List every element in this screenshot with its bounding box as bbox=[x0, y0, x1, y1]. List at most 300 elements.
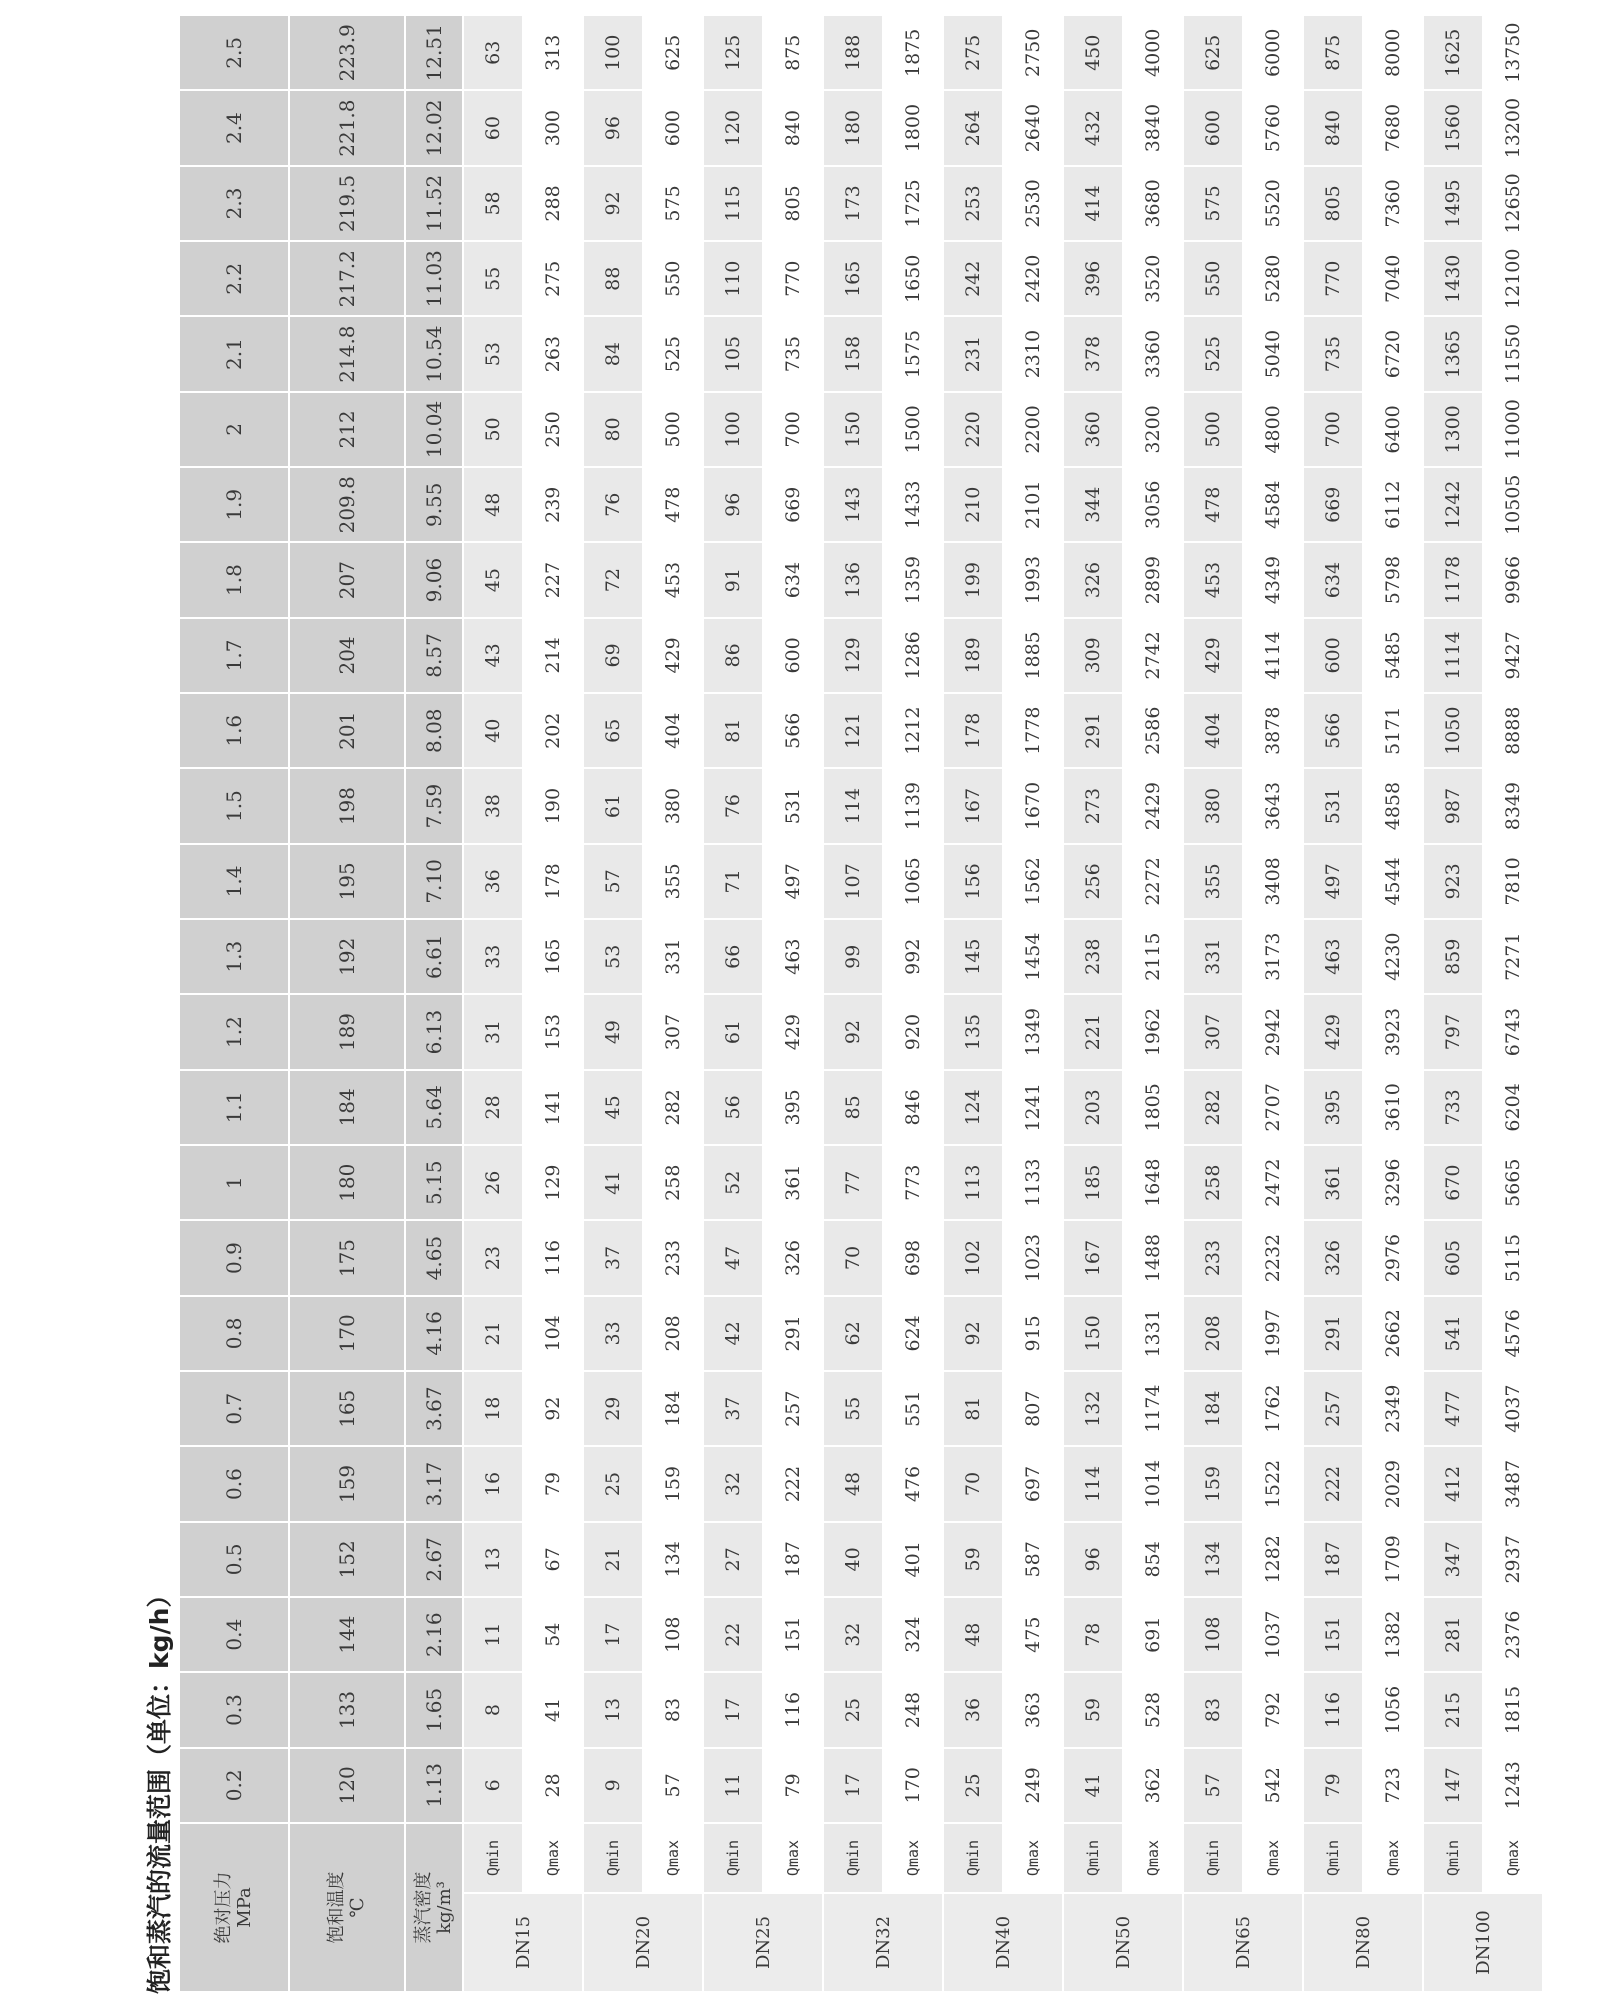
qmax-value: 153 bbox=[523, 994, 583, 1069]
qmax-label: Qmax bbox=[643, 1823, 703, 1893]
qmax-value: 525 bbox=[643, 316, 703, 391]
density-value: 1.65 bbox=[405, 1672, 463, 1747]
qmin-value: 1560 bbox=[1423, 90, 1483, 165]
qmin-value: 143 bbox=[823, 467, 883, 542]
qmax-value: 3360 bbox=[1123, 316, 1183, 391]
qmin-value: 125 bbox=[703, 15, 763, 90]
pipe-size-label: DN80 bbox=[1303, 1893, 1423, 1992]
qmin-value: 281 bbox=[1423, 1597, 1483, 1672]
qmin-label: Qmin bbox=[1183, 1823, 1243, 1893]
qmin-value: 360 bbox=[1063, 392, 1123, 467]
qmax-value: 7360 bbox=[1363, 166, 1423, 241]
qmin-value: 173 bbox=[823, 166, 883, 241]
qmin-value: 185 bbox=[1063, 1145, 1123, 1220]
qmin-value: 66 bbox=[703, 919, 763, 994]
density-value: 7.59 bbox=[405, 768, 463, 843]
qmin-value: 275 bbox=[943, 15, 1003, 90]
qmin-value: 13 bbox=[463, 1522, 523, 1597]
qmax-value: 79 bbox=[523, 1446, 583, 1521]
qmax-value: 1139 bbox=[883, 768, 943, 843]
qmin-value: 135 bbox=[943, 994, 1003, 1069]
qmax-value: 1212 bbox=[883, 693, 943, 768]
qmax-value: 11550 bbox=[1483, 316, 1543, 391]
pressure-value: 1.9 bbox=[179, 467, 289, 542]
pressure-value: 2.2 bbox=[179, 241, 289, 316]
qmin-value: 86 bbox=[703, 618, 763, 693]
qmin-value: 59 bbox=[1063, 1672, 1123, 1747]
qmax-value: 6400 bbox=[1363, 392, 1423, 467]
qmax-value: 698 bbox=[883, 1220, 943, 1295]
qmax-value: 257 bbox=[763, 1371, 823, 1446]
qmin-value: 71 bbox=[703, 844, 763, 919]
qmax-value: 28 bbox=[523, 1748, 583, 1823]
qmin-value: 62 bbox=[823, 1296, 883, 1371]
qmin-value: 100 bbox=[703, 392, 763, 467]
qmax-value: 1500 bbox=[883, 392, 943, 467]
qmin-value: 53 bbox=[583, 919, 643, 994]
qmin-value: 361 bbox=[1303, 1145, 1363, 1220]
qmin-value: 110 bbox=[703, 241, 763, 316]
qmin-value: 50 bbox=[463, 392, 523, 467]
qmax-value: 2472 bbox=[1243, 1145, 1303, 1220]
pressure-value: 0.2 bbox=[179, 1748, 289, 1823]
qmin-value: 105 bbox=[703, 316, 763, 391]
qmax-value: 54 bbox=[523, 1597, 583, 1672]
pressure-value: 0.9 bbox=[179, 1220, 289, 1295]
qmin-value: 17 bbox=[823, 1748, 883, 1823]
qmax-value: 1997 bbox=[1243, 1296, 1303, 1371]
pressure-value: 2.1 bbox=[179, 316, 289, 391]
pressure-header bbox=[179, 1823, 289, 1992]
temperature-value: 120 bbox=[289, 1748, 405, 1823]
qmin-value: 57 bbox=[1183, 1748, 1243, 1823]
qmin-value: 497 bbox=[1303, 844, 1363, 919]
density-value: 1.13 bbox=[405, 1748, 463, 1823]
qmin-value: 264 bbox=[943, 90, 1003, 165]
qmax-value: 1014 bbox=[1123, 1446, 1183, 1521]
qmin-value: 282 bbox=[1183, 1070, 1243, 1145]
qmax-value: 3056 bbox=[1123, 467, 1183, 542]
qmin-value: 45 bbox=[583, 1070, 643, 1145]
qmax-value: 625 bbox=[643, 15, 703, 90]
qmin-value: 670 bbox=[1423, 1145, 1483, 1220]
qmax-value: 3878 bbox=[1243, 693, 1303, 768]
qmin-value: 184 bbox=[1183, 1371, 1243, 1446]
qmin-value: 203 bbox=[1063, 1070, 1123, 1145]
qmax-label: Qmax bbox=[883, 1823, 943, 1893]
qmax-value: 575 bbox=[643, 166, 703, 241]
qmax-value: 1023 bbox=[1003, 1220, 1063, 1295]
pressure-value: 1.4 bbox=[179, 844, 289, 919]
qmin-value: 59 bbox=[943, 1522, 1003, 1597]
qmax-value: 2200 bbox=[1003, 392, 1063, 467]
temperature-value: 180 bbox=[289, 1145, 405, 1220]
table-row bbox=[703, 15, 763, 1992]
qmax-value: 773 bbox=[883, 1145, 943, 1220]
qmin-value: 733 bbox=[1423, 1070, 1483, 1145]
qmax-value: 551 bbox=[883, 1371, 943, 1446]
qmin-value: 80 bbox=[583, 392, 643, 467]
qmin-value: 167 bbox=[943, 768, 1003, 843]
qmin-value: 32 bbox=[823, 1597, 883, 1672]
qmax-value: 7810 bbox=[1483, 844, 1543, 919]
qmin-value: 40 bbox=[823, 1522, 883, 1597]
qmin-value: 47 bbox=[703, 1220, 763, 1295]
density-value: 10.54 bbox=[405, 316, 463, 391]
qmax-value: 8888 bbox=[1483, 693, 1543, 768]
qmax-value: 3173 bbox=[1243, 919, 1303, 994]
qmin-value: 17 bbox=[703, 1672, 763, 1747]
pipe-size-label: DN15 bbox=[463, 1893, 583, 1992]
qmax-value: 4114 bbox=[1243, 618, 1303, 693]
qmax-value: 1650 bbox=[883, 241, 943, 316]
qmax-value: 1282 bbox=[1243, 1522, 1303, 1597]
qmax-value: 566 bbox=[763, 693, 823, 768]
qmin-value: 58 bbox=[463, 166, 523, 241]
qmin-value: 92 bbox=[583, 166, 643, 241]
qmax-value: 5040 bbox=[1243, 316, 1303, 391]
qmin-value: 309 bbox=[1063, 618, 1123, 693]
qmin-value: 18 bbox=[463, 1371, 523, 1446]
temperature-value: 144 bbox=[289, 1597, 405, 1672]
qmax-value: 5171 bbox=[1363, 693, 1423, 768]
table-row bbox=[823, 15, 883, 1992]
qmin-value: 6 bbox=[463, 1748, 523, 1823]
qmin-value: 253 bbox=[943, 166, 1003, 241]
qmax-value: 326 bbox=[763, 1220, 823, 1295]
qmax-value: 7680 bbox=[1363, 90, 1423, 165]
table-row bbox=[1423, 15, 1483, 1992]
qmax-value: 1454 bbox=[1003, 919, 1063, 994]
qmin-value: 429 bbox=[1303, 994, 1363, 1069]
qmax-value: 600 bbox=[643, 90, 703, 165]
qmin-value: 221 bbox=[1063, 994, 1123, 1069]
temperature-value: 214.8 bbox=[289, 316, 405, 391]
qmax-value: 208 bbox=[643, 1296, 703, 1371]
pipe-size-label: DN50 bbox=[1063, 1893, 1183, 1992]
qmin-value: 23 bbox=[463, 1220, 523, 1295]
density-value: 6.61 bbox=[405, 919, 463, 994]
qmax-value: 227 bbox=[523, 542, 583, 617]
qmin-value: 65 bbox=[583, 693, 643, 768]
qmax-value: 4349 bbox=[1243, 542, 1303, 617]
temperature-unit: ℃ bbox=[347, 1897, 368, 1918]
qmin-value: 29 bbox=[583, 1371, 643, 1446]
qmax-value: 3200 bbox=[1123, 392, 1183, 467]
qmax-value: 184 bbox=[643, 1371, 703, 1446]
qmin-value: 25 bbox=[823, 1672, 883, 1747]
qmin-value: 79 bbox=[1303, 1748, 1363, 1823]
qmax-value: 2586 bbox=[1123, 693, 1183, 768]
qmin-value: 840 bbox=[1303, 90, 1363, 165]
qmax-value: 2530 bbox=[1003, 166, 1063, 241]
pressure-label: 绝对压力 bbox=[213, 1871, 234, 1944]
qmin-value: 331 bbox=[1183, 919, 1243, 994]
qmax-value: 2115 bbox=[1123, 919, 1183, 994]
qmax-value: 915 bbox=[1003, 1296, 1063, 1371]
pressure-value: 2.4 bbox=[179, 90, 289, 165]
qmax-value: 92 bbox=[523, 1371, 583, 1446]
qmax-value: 1800 bbox=[883, 90, 943, 165]
qmin-value: 55 bbox=[823, 1371, 883, 1446]
qmin-value: 63 bbox=[463, 15, 523, 90]
qmin-value: 120 bbox=[703, 90, 763, 165]
qmax-value: 190 bbox=[523, 768, 583, 843]
temperature-value: 165 bbox=[289, 1371, 405, 1446]
qmin-value: 257 bbox=[1303, 1371, 1363, 1446]
qmin-value: 634 bbox=[1303, 542, 1363, 617]
table-row bbox=[763, 15, 823, 1992]
table-row bbox=[1123, 15, 1183, 1992]
pressure-value: 0.6 bbox=[179, 1446, 289, 1521]
qmax-value: 1725 bbox=[883, 166, 943, 241]
qmax-value: 3520 bbox=[1123, 241, 1183, 316]
pressure-value: 1.5 bbox=[179, 768, 289, 843]
qmin-value: 108 bbox=[1183, 1597, 1243, 1672]
qmax-value: 401 bbox=[883, 1522, 943, 1597]
pressure-value: 1.8 bbox=[179, 542, 289, 617]
qmin-value: 11 bbox=[463, 1597, 523, 1672]
qmax-value: 1286 bbox=[883, 618, 943, 693]
qmax-value: 248 bbox=[883, 1672, 943, 1747]
qmin-value: 40 bbox=[463, 693, 523, 768]
qmax-value: 6743 bbox=[1483, 994, 1543, 1069]
qmax-value: 1962 bbox=[1123, 994, 1183, 1069]
qmin-value: 233 bbox=[1183, 1220, 1243, 1295]
qmin-value: 178 bbox=[943, 693, 1003, 768]
qmin-value: 167 bbox=[1063, 1220, 1123, 1295]
qmin-value: 242 bbox=[943, 241, 1003, 316]
qmax-value: 1133 bbox=[1003, 1145, 1063, 1220]
density-value: 11.03 bbox=[405, 241, 463, 316]
qmax-value: 1993 bbox=[1003, 542, 1063, 617]
qmax-value: 4584 bbox=[1243, 467, 1303, 542]
qmax-value: 7271 bbox=[1483, 919, 1543, 994]
qmin-value: 923 bbox=[1423, 844, 1483, 919]
pressure-value: 2.5 bbox=[179, 15, 289, 90]
pipe-size-label: DN100 bbox=[1423, 1893, 1543, 1992]
qmax-value: 67 bbox=[523, 1522, 583, 1597]
qmin-value: 220 bbox=[943, 392, 1003, 467]
qmin-value: 258 bbox=[1183, 1145, 1243, 1220]
qmax-value: 1875 bbox=[883, 15, 943, 90]
qmin-value: 92 bbox=[823, 994, 883, 1069]
qmax-value: 1709 bbox=[1363, 1522, 1423, 1597]
density-label: 蒸汽密度 bbox=[413, 1871, 434, 1944]
qmax-value: 5520 bbox=[1243, 166, 1303, 241]
qmax-value: 116 bbox=[763, 1672, 823, 1747]
qmax-value: 2349 bbox=[1363, 1371, 1423, 1446]
temperature-value: 175 bbox=[289, 1220, 405, 1295]
qmax-label: Qmax bbox=[523, 1823, 583, 1893]
qmax-value: 1174 bbox=[1123, 1371, 1183, 1446]
qmax-value: 4858 bbox=[1363, 768, 1423, 843]
qmin-value: 38 bbox=[463, 768, 523, 843]
qmax-value: 1349 bbox=[1003, 994, 1063, 1069]
qmax-value: 1522 bbox=[1243, 1446, 1303, 1521]
table-row bbox=[1183, 15, 1243, 1992]
qmin-value: 69 bbox=[583, 618, 643, 693]
qmin-value: 188 bbox=[823, 15, 883, 90]
qmin-value: 48 bbox=[463, 467, 523, 542]
qmin-value: 700 bbox=[1303, 392, 1363, 467]
qmin-value: 150 bbox=[823, 392, 883, 467]
qmax-value: 11000 bbox=[1483, 392, 1543, 467]
qmax-value: 497 bbox=[763, 844, 823, 919]
qmax-value: 2640 bbox=[1003, 90, 1063, 165]
qmin-value: 56 bbox=[703, 1070, 763, 1145]
qmax-value: 202 bbox=[523, 693, 583, 768]
qmin-value: 48 bbox=[823, 1446, 883, 1521]
qmin-value: 1178 bbox=[1423, 542, 1483, 617]
qmin-value: 875 bbox=[1303, 15, 1363, 90]
qmax-value: 214 bbox=[523, 618, 583, 693]
qmin-value: 625 bbox=[1183, 15, 1243, 90]
qmax-value: 1056 bbox=[1363, 1672, 1423, 1747]
density-value: 11.52 bbox=[405, 166, 463, 241]
qmax-value: 3408 bbox=[1243, 844, 1303, 919]
qmin-value: 222 bbox=[1303, 1446, 1363, 1521]
table-row bbox=[643, 15, 703, 1992]
qmax-value: 1382 bbox=[1363, 1597, 1423, 1672]
qmin-value: 96 bbox=[1063, 1522, 1123, 1597]
temperature-value: 212 bbox=[289, 392, 405, 467]
qmin-value: 380 bbox=[1183, 768, 1243, 843]
qmax-value: 5280 bbox=[1243, 241, 1303, 316]
qmin-value: 76 bbox=[703, 768, 763, 843]
qmin-value: 463 bbox=[1303, 919, 1363, 994]
qmin-value: 145 bbox=[943, 919, 1003, 994]
pipe-size-label: DN20 bbox=[583, 1893, 703, 1992]
qmax-value: 1762 bbox=[1243, 1371, 1303, 1446]
table-row bbox=[883, 15, 943, 1992]
qmin-value: 1625 bbox=[1423, 15, 1483, 90]
qmax-value: 8000 bbox=[1363, 15, 1423, 90]
qmax-value: 6112 bbox=[1363, 467, 1423, 542]
qmax-value: 2232 bbox=[1243, 1220, 1303, 1295]
qmin-value: 48 bbox=[943, 1597, 1003, 1672]
qmax-value: 624 bbox=[883, 1296, 943, 1371]
qmax-value: 1575 bbox=[883, 316, 943, 391]
qmin-value: 83 bbox=[1183, 1672, 1243, 1747]
density-value: 2.16 bbox=[405, 1597, 463, 1672]
qmax-value: 324 bbox=[883, 1597, 943, 1672]
qmax-value: 5798 bbox=[1363, 542, 1423, 617]
qmax-value: 691 bbox=[1123, 1597, 1183, 1672]
table-row bbox=[1303, 15, 1363, 1992]
qmax-value: 2429 bbox=[1123, 768, 1183, 843]
qmax-value: 429 bbox=[643, 618, 703, 693]
qmin-value: 550 bbox=[1183, 241, 1243, 316]
qmax-label: Qmax bbox=[763, 1823, 823, 1893]
qmin-value: 566 bbox=[1303, 693, 1363, 768]
qmax-value: 1670 bbox=[1003, 768, 1063, 843]
qmin-value: 72 bbox=[583, 542, 643, 617]
table-row bbox=[583, 15, 643, 1992]
qmax-value: 5115 bbox=[1483, 1220, 1543, 1295]
qmin-value: 859 bbox=[1423, 919, 1483, 994]
temperature-value: 195 bbox=[289, 844, 405, 919]
qmin-value: 33 bbox=[463, 919, 523, 994]
qmin-value: 31 bbox=[463, 994, 523, 1069]
qmax-value: 587 bbox=[1003, 1522, 1063, 1597]
qmin-value: 189 bbox=[943, 618, 1003, 693]
qmax-label: Qmax bbox=[1483, 1823, 1543, 1893]
qmin-value: 414 bbox=[1063, 166, 1123, 241]
qmax-value: 239 bbox=[523, 467, 583, 542]
qmin-value: 770 bbox=[1303, 241, 1363, 316]
qmin-value: 99 bbox=[823, 919, 883, 994]
qmin-value: 88 bbox=[583, 241, 643, 316]
qmin-value: 531 bbox=[1303, 768, 1363, 843]
qmin-value: 165 bbox=[823, 241, 883, 316]
qmax-value: 165 bbox=[523, 919, 583, 994]
qmax-value: 2707 bbox=[1243, 1070, 1303, 1145]
density-value: 7.10 bbox=[405, 844, 463, 919]
qmin-value: 76 bbox=[583, 467, 643, 542]
qmin-value: 412 bbox=[1423, 1446, 1483, 1521]
qmax-value: 807 bbox=[1003, 1371, 1063, 1446]
qmax-value: 380 bbox=[643, 768, 703, 843]
qmin-value: 116 bbox=[1303, 1672, 1363, 1747]
qmax-value: 12650 bbox=[1483, 166, 1543, 241]
qmin-value: 27 bbox=[703, 1522, 763, 1597]
temperature-header bbox=[289, 1823, 405, 1992]
qmax-value: 1331 bbox=[1123, 1296, 1183, 1371]
qmax-value: 331 bbox=[643, 919, 703, 994]
qmin-value: 8 bbox=[463, 1672, 523, 1747]
qmax-value: 291 bbox=[763, 1296, 823, 1371]
qmin-value: 291 bbox=[1063, 693, 1123, 768]
qmax-value: 5665 bbox=[1483, 1145, 1543, 1220]
qmax-value: 116 bbox=[523, 1220, 583, 1295]
qmax-value: 846 bbox=[883, 1070, 943, 1145]
qmax-value: 2376 bbox=[1483, 1597, 1543, 1672]
qmax-value: 249 bbox=[1003, 1748, 1063, 1823]
qmin-value: 42 bbox=[703, 1296, 763, 1371]
qmax-value: 3840 bbox=[1123, 90, 1183, 165]
qmax-value: 1037 bbox=[1243, 1597, 1303, 1672]
qmax-value: 2420 bbox=[1003, 241, 1063, 316]
qmin-value: 1365 bbox=[1423, 316, 1483, 391]
qmin-value: 669 bbox=[1303, 467, 1363, 542]
qmax-value: 10505 bbox=[1483, 467, 1543, 542]
pipe-size-label: DN40 bbox=[943, 1893, 1063, 1992]
qmax-value: 2310 bbox=[1003, 316, 1063, 391]
qmin-value: 70 bbox=[823, 1220, 883, 1295]
qmin-label: Qmin bbox=[1303, 1823, 1363, 1893]
qmin-label: Qmin bbox=[1423, 1823, 1483, 1893]
qmax-label: Qmax bbox=[1243, 1823, 1303, 1893]
density-row bbox=[405, 15, 463, 1992]
qmin-value: 478 bbox=[1183, 467, 1243, 542]
qmin-value: 22 bbox=[703, 1597, 763, 1672]
qmax-value: 9427 bbox=[1483, 618, 1543, 693]
temperature-value: 184 bbox=[289, 1070, 405, 1145]
qmax-value: 2937 bbox=[1483, 1522, 1543, 1597]
qmax-value: 57 bbox=[643, 1748, 703, 1823]
qmin-value: 70 bbox=[943, 1446, 1003, 1521]
temperature-value: 207 bbox=[289, 542, 405, 617]
qmin-value: 805 bbox=[1303, 166, 1363, 241]
qmin-value: 25 bbox=[943, 1748, 1003, 1823]
density-value: 10.04 bbox=[405, 392, 463, 467]
qmax-value: 475 bbox=[1003, 1597, 1063, 1672]
qmin-value: 114 bbox=[823, 768, 883, 843]
qmax-value: 151 bbox=[763, 1597, 823, 1672]
qmin-value: 134 bbox=[1183, 1522, 1243, 1597]
qmin-value: 600 bbox=[1303, 618, 1363, 693]
